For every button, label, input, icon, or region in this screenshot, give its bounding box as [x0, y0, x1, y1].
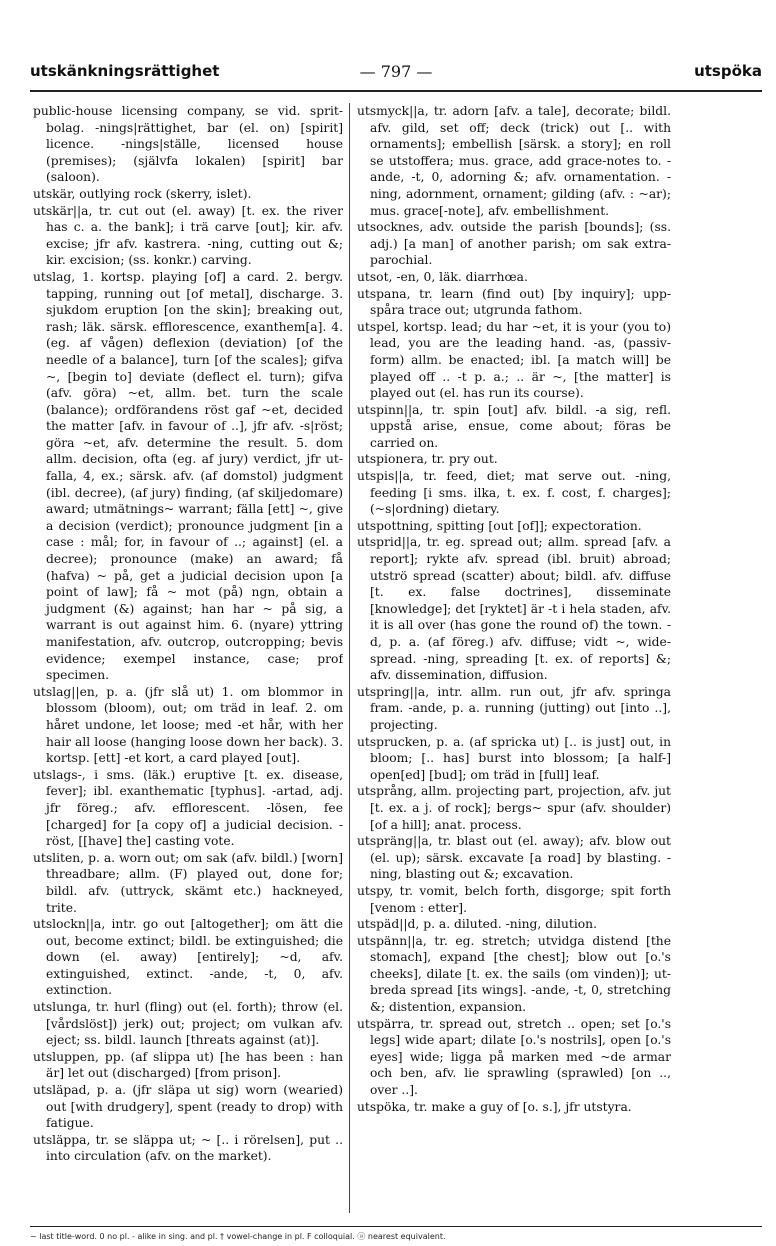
dictionary-entry: utslags-, i sms. (läk.) eruptive [t. ex. disease, fever]; ibl. exanthematic [typhus]. -artad, adj. jfr föreg.; afv. efflorescent. -lösen, fee [charged] for [a copy of] a judicial decision. -röst, [[have] the] casting vote.: [33, 767, 343, 849]
dictionary-entry: utsläpad, p. a. (jfr släpa ut sig) worn (wearied) out [with drudgery], spent (ready to drop) with fatigue.: [33, 1083, 343, 1131]
dictionary-entry: utsmyck||a, tr. adorn [afv. a tale], decorate; bildl. afv. gild, set off; deck (trick) out [.. with ornaments]; embellish [särsk. a story]; en roll se utstoffera; mus. grace, add grace-notes to. -ande, -t, 0, adorning &; afv. ornamentation. -ning, adornment, ornament; gilding (afv. : ~ar); mus. grace[-note], afv. embellishment.: [357, 104, 671, 218]
dictionary-entry: utsprucken, p. a. (af spricka ut) [.. is just] out, in bloom; [.. has] burst into blossom; [a half-] open[ed] [bud]; om träd in [full] leaf.: [357, 734, 671, 782]
dictionary-entry: utspinn||a, tr. spin [out] afv. bildl. -a sig, refl. uppstå arise, ensue, come about; föras be carried on.: [357, 402, 671, 450]
dictionary-entry: utspis||a, tr. feed, diet; mat serve out. -ning, feeding [i sms. ilka, t. ex. f. cost, f. charges]; (~s|ordning) dietary.: [357, 469, 671, 517]
dictionary-entry: utspottning, spitting [out [of]]; expectoration.: [357, 518, 642, 533]
dictionary-entry: utspräng||a, tr. blast out (el. away); afv. blow out (el. up); särsk. excavate [a road] by blasting. -ning, blasting out &; excavation.: [357, 834, 671, 882]
dictionary-entry: utskär, outlying rock (skerry, islet).: [33, 186, 252, 201]
dictionary-entry: utspöka, tr. make a guy of [o. s.], jfr utstyra.: [357, 1099, 632, 1114]
dictionary-entry: utsläppa, tr. se släppa ut; ~ [.. i rörelsen], put .. into circulation (afv. on the market).: [33, 1132, 343, 1164]
dictionary-entry: utsliten, p. a. worn out; om sak (afv. bildl.) [worn] threadbare; allm. (F) played out, done for; bildl. afv. (uttryck, skämt etc.) hackneyed, trite.: [33, 850, 343, 915]
dictionary-entry: utspel, kortsp. lead; du har ~et, it is your (you to) lead, you are the leading hand. -as, (passiv-form) allm. be enacted; ibl. [a match will] be played off .. -t p. a.; .. är ~, [the matter] is played out (el. has run its course).: [357, 319, 671, 401]
page-number: — 797 —: [359, 62, 433, 81]
dictionary-entry: utsprång, allm. projecting part, projection, afv. jut [t. ex. a j. of rock]; bergs~ spur (afv. shoulder) [of a hill]; anat. process.: [357, 784, 671, 832]
dictionary-entry: utsocknes, adv. outside the parish [bounds]; (ss. adj.) [a man] of another parish; om sak extra-parochial.: [357, 220, 671, 268]
right-column: [357, 103, 671, 1215]
dictionary-entry: utsluppen, pp. (af slippa ut) [he has been : han är] let out (discharged) [from prison].: [33, 1049, 343, 1081]
right-running-headword: utspöka: [694, 62, 762, 80]
dictionary-entry: utslockn||a, intr. go out [altogether]; om ätt die out, become extinct; bildl. be extinguished; die down (el. away) [entirely]; ~d, afv. extinguished, extinct. -ande, -t, 0, afv. extinction.: [33, 917, 343, 998]
page-header: [30, 62, 762, 88]
dictionary-entry: utspärra, tr. spread out, stretch .. open; set [o.'s legs] wide apart; dilate [o.'s nostrils], open [o.'s eyes] wide; ligga på marken med ~de armar och ben, afv. lie sprawling (sprawled) [on .., over ..].: [357, 1016, 671, 1098]
dictionary-entry: utslag, 1. kortsp. playing [of] a card. 2. bergv. tapping, running out [of metal], discharge. 3. sjukdom eruption [on the skin]; breaking out, rash; läk. särsk. efflorescence, exanthem[a]. 4. (eg. af vågen) deflexion (deviation) [of the needle of a balance], turn [of the scales]; gifva ~, [begin to] deviate (deflect el. turn); gifva (afv. göra) ~et, allm. bet. turn the scale (balance); ordförandens röst gaf ~et, decided the matter [afv. in favour of ..], jfr afv. -s|röst; göra ~et, afv. determine the result. 5. dom allm. decision, ofta (eg. af jury) verdict, jfr ut-falla, 4, ex.; särsk. afv. (af domstol) judgment (ibl. decree), (af jury) finding, (af skiljedomare) award; utmätnings~ warrant; fälla [ett] ~, give a decision (verdict); pronounce judgment [in a case : mål; for, in favour of ..; against] (el. a decree); pronounce (make) an award; få (hafva) ~ på, get a judicial decision upon [a point of law]; få ~ mot (på) ngn, obtain a judgment (&) against; han har ~ på sig, a warrant is out against him. 6. (nyare) yttring manifestation, afv. outcrop, outcropping; bevis evidence; exempel instance, case; prof specimen.: [33, 269, 343, 683]
left-column: [33, 103, 343, 1215]
left-running-headword: utskänkningsrättighet: [30, 62, 220, 80]
dictionary-entry: utskär||a, tr. cut out (el. away) [t. ex. the river has c. a. the bank]; i trä carve [out]; kir. afv. excise; jfr afv. kastrera. -ning, cutting out &; kir. excision; (ss. konkr.) carving.: [33, 203, 343, 268]
dictionary-entry: utspionera, tr. pry out.: [357, 452, 498, 467]
dictionary-entry: public-house licensing company, se vid. sprit-bolag. -nings|rättighet, bar (el. on) [spirit] licence. -nings|ställe, licensed house (premises); (självfa lokalen) [spirit] bar (saloon).: [33, 104, 343, 185]
dictionary-entry: utslunga, tr. hurl (fling) out (el. forth); throw (el. [vårdslöst]) jerk) out; project; om vulkan afv. eject; ss. bildl. launch [threats against (at)].: [33, 1000, 343, 1048]
dictionary-entry: utspana, tr. learn (find out) [by inquiry]; upp-spåra trace out; utgrunda fathom.: [357, 286, 671, 318]
column-divider: [349, 103, 350, 1213]
footer-rule: [30, 1226, 762, 1227]
dictionary-entry: utsot, -en, 0, läk. diarrhœa.: [357, 269, 528, 284]
header-rule: [30, 90, 762, 92]
abbreviation-key: ~ last title-word. 0 no pl. - alike in sing. and pl. † vowel-change in pl. F colloquial. ⓐ nearest equivalent.: [30, 1232, 446, 1241]
dictionary-entry: utspänn||a, tr. eg. stretch; utvidga distend [the stomach], expand [the chest]; blow out [o.'s cheeks], dilate [t. ex. the sails (om vinden)]; ut-breda spread [its wings]. -ande, -t, 0, stretching &; distention, expansion.: [357, 933, 671, 1015]
dictionary-entry: utslag||en, p. a. (jfr slå ut) 1. om blommor in blossom (bloom), out; om träd in leaf. 2. om håret undone, let loose; med -et hår, with her hair all loose (hanging loose down her back). 3. kortsp. [ett] -et kort, a card played [out].: [33, 684, 343, 766]
dictionary-entry: utspy, tr. vomit, belch forth, disgorge; spit forth [venom : etter].: [357, 883, 671, 915]
dictionary-entry: utspäd||d, p. a. diluted. -ning, dilution.: [357, 917, 598, 932]
dictionary-entry: utspring||a, intr. allm. run out, jfr afv. springa fram. -ande, p. a. running (jutting) out [into ..], projecting.: [357, 684, 671, 732]
dictionary-entry: utsprid||a, tr. eg. spread out; allm. spread [afv. a report]; rykte afv. spread (ibl. bruit) abroad; utströ spread (scatter) about; bildl. afv. diffuse [t. ex. false doctrines], disseminate [knowledge]; det [ryktet] är -t i hela staden, afv. it is all over (has gone the round of) the town. -d, p. a. (af föreg.) afv. diffuse; vidt ~, wide-spread. -ning, spreading [t. ex. of reports] &; afv. dissemination, diffusion.: [357, 535, 671, 683]
